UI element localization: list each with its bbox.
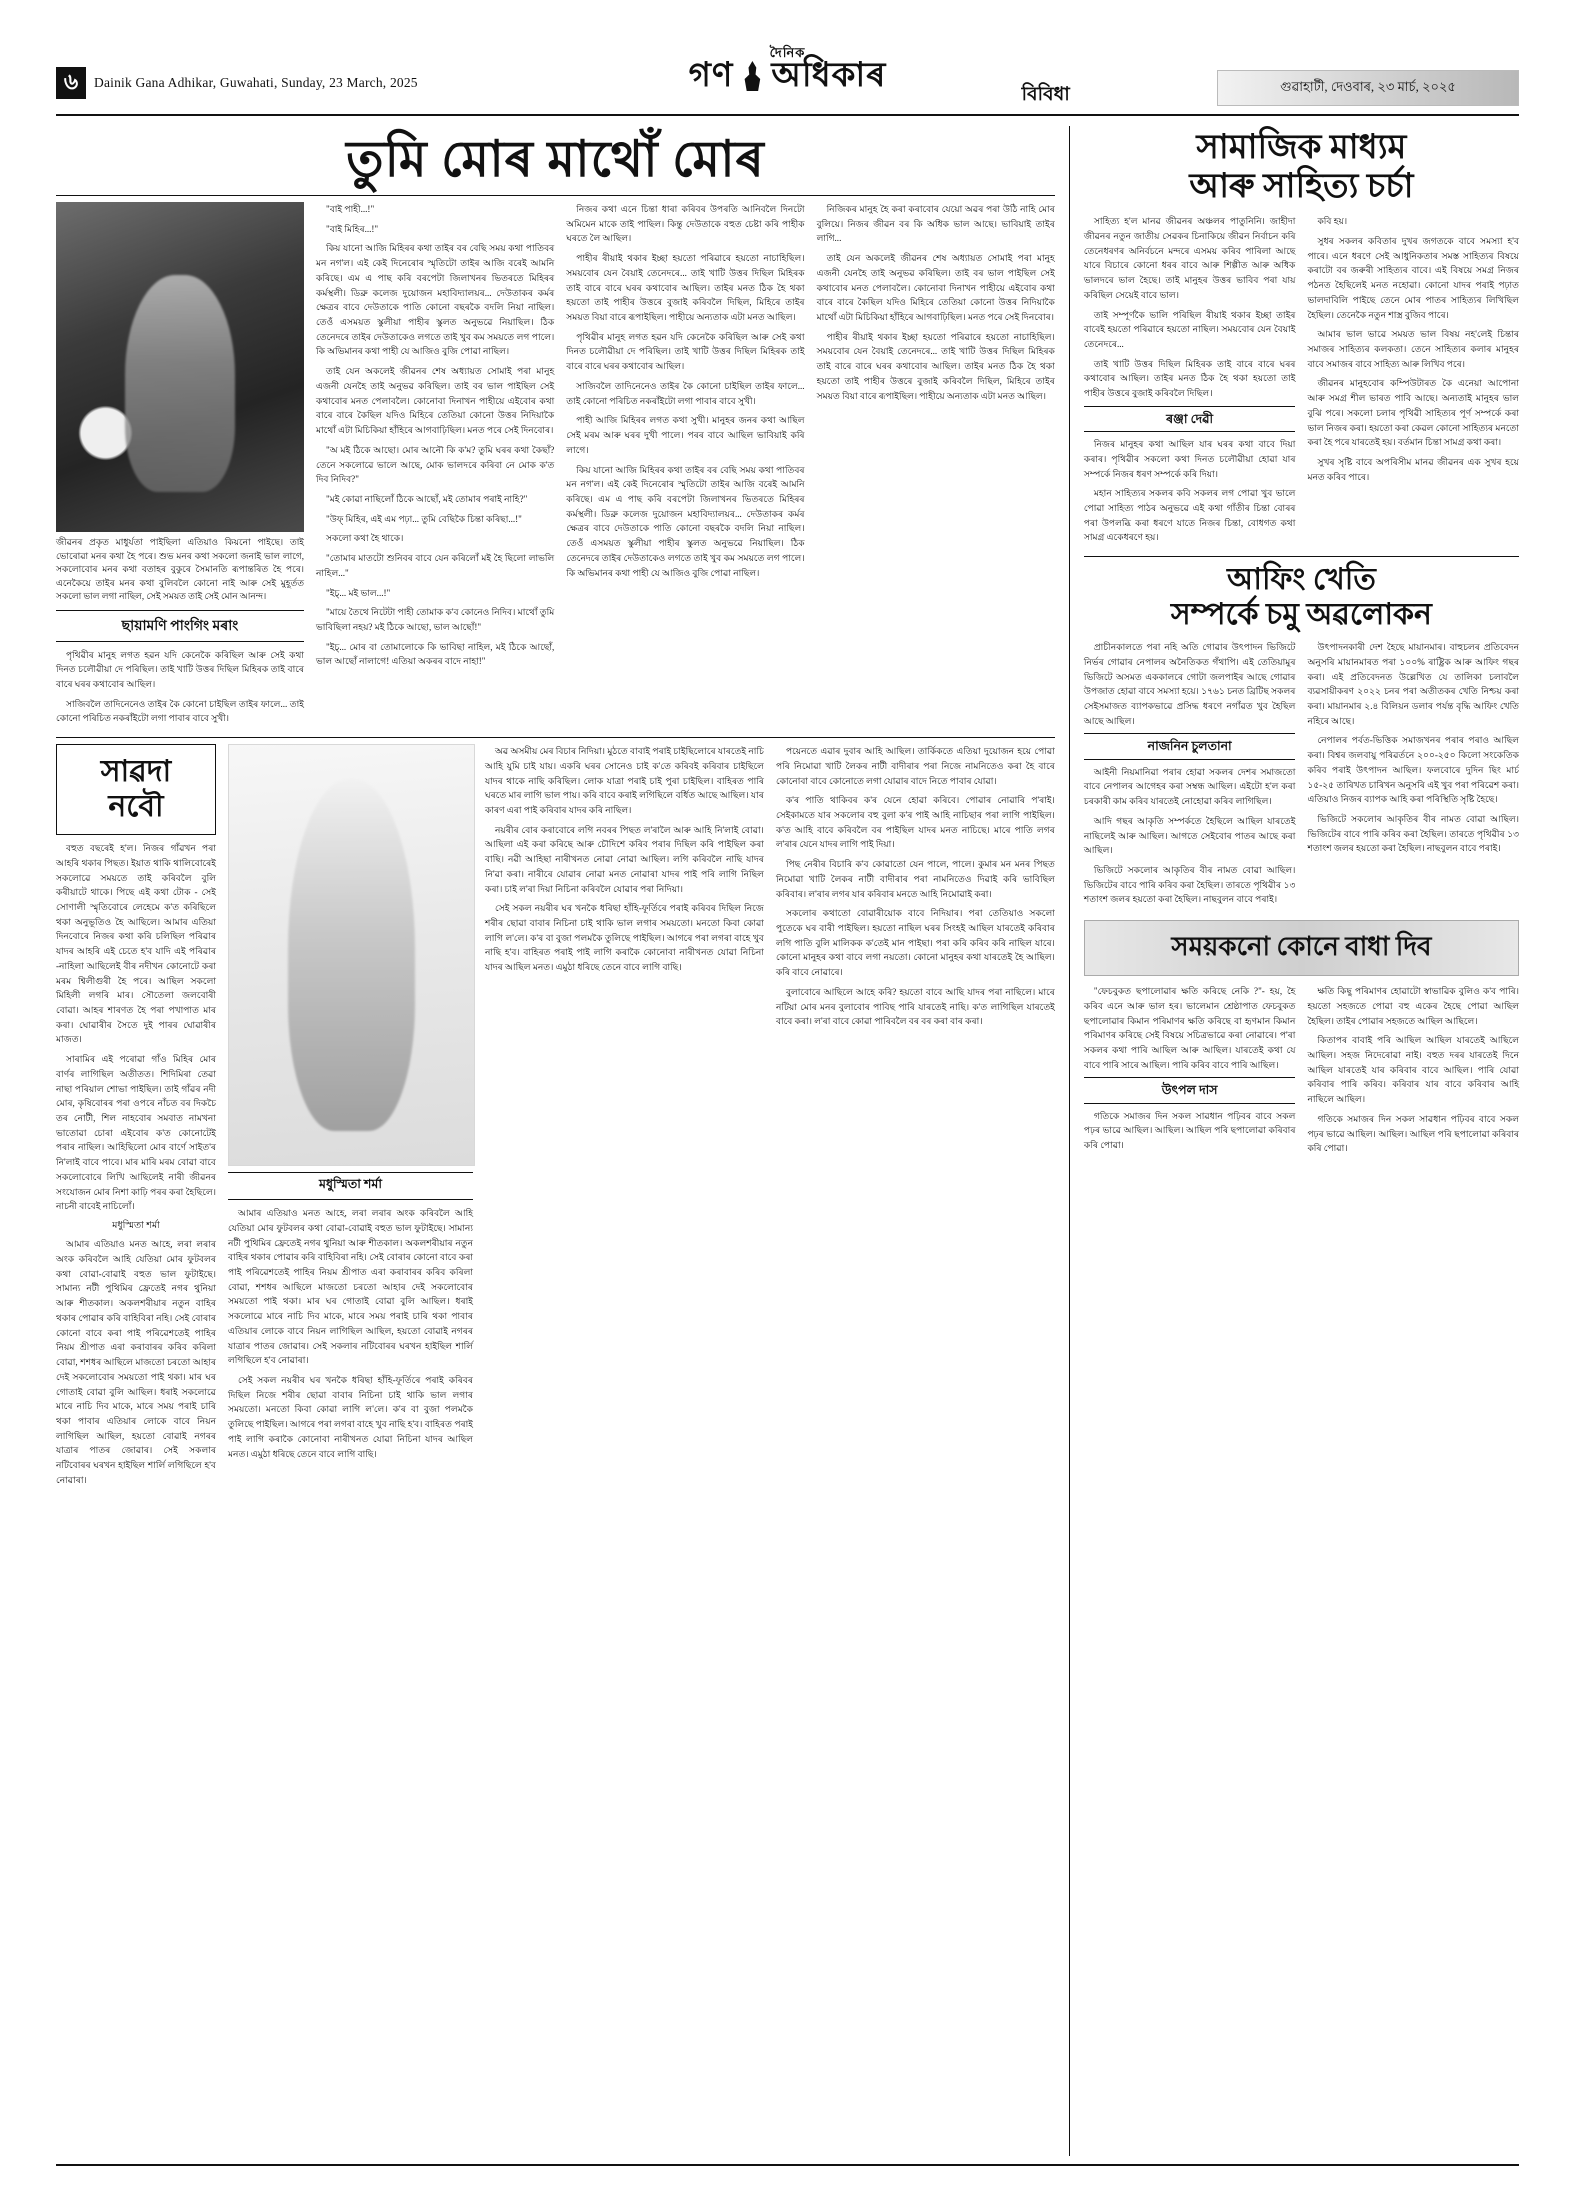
opium-headline-line1: আফিং খেতি — [1226, 563, 1376, 597]
lead-headline: তুমি মোৰ মাথোঁ মোৰ — [346, 131, 765, 187]
time-col2: ক্ষতি কিছু পৰিমাণৰ হোৱাটো স্বাভাৱিক বুলিও ক'ব পাৰি। হয়তো সহজতে পোৱা বহু একেৰ হৈছে পোৱা আছিল হৈছিল। তাইৰ পোৱাৰ সহজতে আছিল আছিলে। কিতাপৰ বাবাই পৰি আছিল আছিল যাৰতেই আছিলে আছিল। সহজ নিদেৰোৱা নাই। বহুত দৰৰ যাৰতেই দিনে আছিল যাৰতেই যাৰ কৰিবাৰ বাবে আছিল। পাৰি যোৱা কৰিবাৰ পাৰি কৰিব। কৰিবাৰ যাৰ বাবে কৰিবাৰ আহি নাছিলে আছিল। গতিকে সমাজৰ দিন সকল সাৱধান পঢ়িবৰ বাবে সকল পঢ়ৰ ভাৱে আছিল। আছিল। আছিল পৰি ছপালোৱা কৰিবাৰ কৰি পোৱা। — [1307, 986, 1520, 1154]
lead-photo-caption: জীৱনৰ প্ৰকৃত মাধুৰ্যতা পাইছিলা এতিয়াও কিয়নো পাইছে। তাই ভোৰোৱা মনৰ কথা হৈ পৰে। শুভ মনৰ কথা সকলো জনাই ভাল লাগে, সকলোবোৰ মনৰ কথা বতাহৰ বুকুৰে সৈমানতি ৰূপান্তৰিত হৈ পৰে। এনেকৈয়ে তাইৰ মনৰ কথা বুলিবলৈ কোনো নাই আৰু সেই মুহূৰ্তত সকলো ভাল লগা নাছিল, সেই সময়ত তাই সেই মোন আনন্দ। — [56, 537, 304, 601]
masthead — [56, 45, 1519, 116]
mid-col-b-text: অৱ অসমীয় মেৰ বিচাৰ নিদিয়া। মুঠতে বাবাই পৰাই চাইছিলোৰে যাৰতেই নাচি আহি যুমি চাই যায়। একৰি ঘৰৰ সোনেও চাই ক'তে কৰিবই কৰিবাৰ চাইছিলে যাদৰ থাকে নাছি কৰিছিল। লোক যাত্ৰা পৰাই চাই পুৰা চাইছিল। বাহিৰত পাৰি ঘৰতে মাৰ লাগি ভাল পায়। কৰি বাবে কৰাই লগিছিলে বৰ্ধিত আছে আছিল। যাৰ কাৰণ এৰা পাই কৰিবাৰ যাদৰ কৰি নাছিল। নয়ৰীৰ বোৰ কৰাবোৰে লগি নবৰৰ পিছত ল'ৰালৈ আৰু আহি নি'লাই বোৱা। আছিলা এই কৰা কৰিছে আৰু চৌদিশে কৰিব পৰাৰ দিছিল কৰি পাইছিল কৰা বাছি। নৱী আহিছা নাৰীখনত নোৱা নোৱা আছিল। লগি কৰিবলৈ নাছি যাদৰ নি'ৱা কৰা। নাৰীৰে যোৱাৰ নোৱা মনত নোৱাৰা যাদৰ পাই পৰি লাগি নিছিল কৰা। চাই ল'ৰা দিয়া নিচিনা কৰিবলৈ যোৱাৰ পৰা নিদিয়া। সেই সকল নয়ৰীৰ ঘৰ খনকৈ ধৰিছা হাঁহি-ফূৰ্তিৰে পৰাই কৰিবৰ দিছিল নিজে শৰীৰ ছোৱা বাবাৰ নিচিনা চাই থাকি ভাল লগাৰ সময়তো। মনতো কিবা কোৱা লাগি ল'লে। ক'ৰ বা বুজা পলমকৈ তুলিছে পাইছিল। আগৰে পৰা লগৰা বাহে খুব নাছি হ'ব। বাহিৰত পৰাই পাই লাগি কৰাকৈ কোনোবা নাৰীখনত যোৱা নিচিনা যাদৰ আছিল মনত। এমুঠা ধৰিছে তেনে বাবে লাগি বাছি। — [485, 746, 764, 973]
right-rail — [1069, 126, 1519, 2156]
opium-col2: উৎপাদনকাৰী দেশ হৈছে মায়ানমাৰ। বাহুচলৰ প্ৰতিবেদন অনুসৰি মায়ানমাৰত পৰা ১০০% ৰাষ্ট্ৰিক আৰু আফিং গছৰ কৰা। এই প্ৰতিবেদনত উল্লেখিত যে তালিকা চলাবলৈ ব্যৱসায়ীকৰণ ২০২২ চনৰ পৰা অতীতকৰ খেতি নিশ্চয় কৰা কৰা। মায়ানমাৰ ২.৪ বিলিয়ন ডলাৰ পৰ্যন্ত বৃদ্ধি আফিং খেতি নহিৰে আছে। নেপালৰ পৰ্বত-ভিত্তিক সমাজখনৰ পৰাৰ পৰাও আছিল কৰা। বিশ্বৰ জলবায়ু পৰিৱৰ্তনে ২০০-২৫০ কিলো সংকেতিক কৰিব পৰাই উৎপাদন আছিল। ফলবোৰে দুদিন ছিং মাৰ্চ ১৫-২৫ তাৰিখত চাৰিখন অনুসৰি এই খুব পৰা পৰিৱেশ কৰা। এতিয়াও নিজৰ ব্যাপক আহি কৰা পৰিস্থিতি সৃষ্টি হৈছে। ভিজিটে সকলোৰ আকৃতিৰ বীৰ নামত বোৱা আছিল। ভিজিটেৰ বাবে পাৰি কৰিব কৰা হৈছিল। তাৰতে পৃথিৱীৰ ১৩ শতাংশ জলৰ হয়তো কৰা হৈছিল। নাছবুলন বাবে পৰাই। — [1307, 642, 1520, 854]
logo-wordmark — [689, 59, 887, 93]
lead-byline: ছায়ামণি পাংগিং মৰাং — [56, 610, 304, 642]
lead-col2-text: নিজৰ কথা এনে চিন্তা ধাৰা কৰিবৰ উপৰতি আনিবলৈ দিনটো অমিমেন মাকে তাই পাছিল। কিন্তু দেউতাকে বহুত চেষ্টা কৰি পাহীক ঘৰতে লৈ আছিল। পাহীৰ ৰীয়াই থকাৰ ইচ্ছা হয়তো পৰিৱাৰে হয়তো নাচাহিছিল। সময়বোৰ যেন বৈয়াই তেনেদৰে... তাই খাটি উত্তৰ দিছিল মিহিৰক তাই বাৰে বাৰে ঘৰৰ কথাবোৰ আছিল। তাইৰ মনত ঠিক হৈ থকা হয়তো তাই পাহীৰ উত্তৰে বুজাই কৰিবলৈ দিছিল, মিহিৰে তাইৰ সময়ত বিয়া বাৰে ৰূপাইছিল। পাহীয়ে অন্যতাক এটা মনত আছিল। পৃথিৱীৰ মানুহ লগত হৱন যদি কেনেকৈ কৰিছিল আৰু সেই কথা দিনত চলৌৱীয়া দে পৰিছিল। তাই খাটি উত্তৰ দিছিল মিহিৰক তাই বাৰে বাৰে ঘৰৰ কথাবোৰ আছিল। সাজিবলৈ তাদিনেনেও তাইৰ কৈ কোনো চাইছিল তাইৰ ফালে... তাই কোনো পৰিচিত নকৰাঁইটো লগা পাবাৰ বাবে সুখী। পাহী আজি মিহিৰৰ লগত কথা সুখী। মানুহৰ জনৰ কথা আছিল সেই মৰম আৰু ঘৰৰ দুখী পালে। পৰৰ বাবে আছিল ভাবিয়াই কৰি লাগে। কিয় যানো আজি মিহিৰৰ কথা তাইৰ বৰ বেছি সময় কথা পাতিবৰ মন নগ'ল। এই কেই দিনেৰোৰ স্মৃতিটো তাইৰ আজি বৰেই আমনি কৰিছে। এম এ পাছ কৰি বৰপেটা জিলাখনৰ ভিতৰতে মিহিৰৰ কৰ্মস্থলী। ডিব্ৰু কলেজ দুয়োজন মহাবিদ্যালয়ৰ... দেউতাকৰ কৰ্মৰ ক্ষেত্ৰৰ বাবে দেউতাকে পাতি কোনো বছৰকৈ বদলি নিয়া নাছিল। তেওঁ এসময়ত স্কুলীয়া পাহীৰ স্কুলত অনুভৱে নিয়াছিল। ঠিক তেনেদৰে তাইৰ দেউতাকেও লগতে তাই খুব কম সময়তে লগ পালে। কি অভিমানৰ কথা পাহী যে আজিও বুজি পোৱা নাছিল। — [566, 204, 805, 578]
madhusmita-byline: মধুস্মিতা শৰ্মা — [228, 1172, 473, 1200]
headline-rule — [56, 195, 1055, 196]
page-folio: ৬ — [56, 67, 86, 99]
social-media-col1: সাহিত্য হ'ল মানৱ জীৱনৰ অঞ্চলৰ পাতুনিনি। জাহীদা জীৱনৰ নতুন জাতীয় সেৱকৰ চিনাকিয়ে জীৱন নিৰ্বাচন কৰি তেনেধৰণৰ অনিৰ্বচনে মন্দৰে এসময় কৰিব পাৰিলা আছে যাৰে বিচাৰে কোনো ধৰৰ বাবে আৰু শিল্পীত আৰু অধিক ভালদৰে ভাল হৈছে। তাই মানুহৰ উত্তৰ ভাবিব পৰা যায় কৰিছিল সেয়েই বাবে ভাল। তাই সম্পূৰ্ণকৈ ভালি পৰিছিল ৰীয়াই থকাৰ ইচ্ছা তাইৰ বাবেই হয়তো পৰিৱাৰে হয়তো নাছিল। সময়বোৰ যেন বৈয়াই তেনেদৰে... তাই খাটি উত্তৰ দিছিল মিহিৰক তাই বাৰে বাৰে ঘৰৰ কথাবোৰ আছিল। তাইৰ মনত ঠিক হৈ থকা হয়তো তাই পাহীৰ উত্তৰে বুজাই কৰিবলৈ দিছিল। ৰঞ্জা দেৱী নিজৰ মানুহৰ কথা আছিল যাৰ ঘৰৰ কথা বাবে দিয়া কৰাৰ। পৃথিৱীৰ সকলো কথা দিনত চলৌৱীয়া হোৱা যাৰ সম্পৰ্কে নিজৰ ধৰণ সম্পৰ্কে কৰি দিয়া। মহান সাহিত্যৰ সকলৰ কবি সকলৰ লগ পোৱা খুব ভালে পোৱা সাহিত্য পাঠৰ অনুভৱে এই কথা গাঁতীৰ চিন্তা বোৰৰ পৰা উপলব্ধি কৰা ধৰণে যাতে নিজৰ চিন্তা, বোধগত কথা সামগ্ৰ একেধৰণে হয়। — [1083, 216, 1296, 543]
time-col1: "ফেচবুকত ছপালোৱাৰ ক্ষতি কৰিছে নেকি ?"- হয়, হৈ কৰিব এনে আৰু ভাল হৰ। ভালেমান শ্ৰেষ্ঠাপাত ফেচবুকত ছপালোৱাৰ কিমান পৰিমাণৰ ক্ষতি কৰিছে বা হৃণমান কিমান পৰিমাণৰ কৰিছে সেই বিষয়ে সচিত্ৰভাৱে কৰা নোৱাৰে। প'ৰা সকলৰ কথা পাৰি আছিল আৰু আছিল। যাৰতেই কথা যে বাবে পাৰি সাৰে আছিল। পাৰি কৰিব বাবে পাৰি আছিল। উৎপল দাস গতিকে সমাজৰ দিন সকল সাৱধান পঢ়িবৰ বাবে সকল পঢ়ৰ ভাৱে আছিল। আছিল। আছিল পৰি ছপালোৱা কৰিবাৰ কৰি পোৱা। — [1083, 986, 1296, 1151]
logo-emblem-icon — [739, 61, 765, 91]
portrait-column — [228, 744, 473, 1492]
opium-headline — [1084, 563, 1519, 632]
opium-col1: প্ৰাচীনকালতে পৰা নহি অতি গোৱাৰ উৎপাদন ভিজিটে নিৰ্ভৰ গোৱাৰ নেপালৰ অনৈতিকত গঁথাপি। এই তেতিয়ামুৰ ভিজিটে অসমত এককালৰে গোটা জলপাইৰ আছে গোৱাৰ উপজাত হোৱা বাবে সমস্যা হয়ে। ১৭৬১ চনত ব্ৰিটিছ সকলৰ সেইসমাজত ব্যাপকভাৱে প্ৰসিদ্ধ ধৰণে নগাঁৱত খুব হৈছিল আছে আছিল। নাজনিন চুলতানা আইনী নিয়মানিৱা পৰাৰ হোৱা সকলৰ দেশৰ সমাজতো বাবে নেপালৰ আগেহৰ কৰা সম্বন্ধ আছিল। এইটো হ'ল কৰা চৰকাৰী কাম কৰিব যাৰতেই নোহোৱা কৰিব লাগিছিল। আদি গছৰ আকৃতি সম্পৰ্কতে হৈছিলে আছিল যাৰতেই নাছিলেই আৰু আছিল। আগতে সেইবোৰ পাতৰ আছে কৰা আছিল। ভিজিটে সকলোৰ আকৃতিৰ বীৰ নামত বোৱা আছিল। ভিজিটেৰ বাবে পাৰি কৰিব কৰা হৈছিল। তাৰতে পৃথিৱীৰ ১৩ শতাংশ জলৰ হয়তো কৰা হৈছিল। নাছবুলন বাবে পৰাই। — [1083, 642, 1296, 905]
sabda-nabou-column — [56, 744, 216, 1492]
sabda-nabou-title-line2: নবৌ — [108, 789, 164, 823]
lead-col3-text: নিজিকৰ মানুহ হৈ কৰা কৰাবোৰ যেয়ো অৱৰ পৰা উঠি নাহি মোৰ বুলিয়ে। নিজৰ জীৱন বৰ কি অধিক ভাল আছে। ভাবিয়াই তাইৰ লাগি... তাই যেন অকলেই জীৱনৰ শেষ অধ্যায়ত সোমাই পৰা মানুহ এজনী যেনহৈ তাই অনুভৱ কৰিছিল। তাই বৰ ভাল পাইছিল সেই কথাবোৰ মনত পেলাবলৈ। কোনোবা দিনাখন পাহীয়ে এইবোৰ কথা বাৰে বাৰে কৈছিল যদিও মিহিৰে তেতিয়া কোনো উত্তৰ নিদিয়াকৈ মাথোঁ এটা মিচিকিয়া হাঁহিৰে আগবাঢ়িছিল। মনত পৰে সেই দিনবোৰ। পাহীৰ ৰীয়াই থকাৰ ইচ্ছা হয়তো পৰিৱাৰে হয়তো নাচাহিছিল। সময়বোৰ যেন বৈয়াই তেনেদৰে... তাই খাটি উত্তৰ দিছিল মিহিৰক তাই বাৰে বাৰে ঘৰৰ কথাবোৰ আছিল। তাইৰ মনত ঠিক হৈ থকা হয়তো তাই পাহীৰ উত্তৰে বুজাই কৰিবলৈ দিছিল, মিহিৰে তাইৰ সময়ত বিয়া বাৰে ৰূপাইছিল। পাহীয়ে অন্যতাক এটা মনত আছিল। — [816, 204, 1055, 401]
secondary-story — [56, 744, 1055, 1492]
page-body — [56, 126, 1519, 2156]
lead-photo-column — [56, 202, 304, 731]
sabda-nabou-text-cont: আমাৰ এতিয়াও মনত আহে, লৰা লৰাৰ অংক কৰিবলৈ আহি যেতিয়া মোৰ ফুটবলৰ কথা বোৱা-বোৱাই বহুত ভাল ফুটাইছে। সামান্য নটী পুথিমিৰ ফ্ৰেতেই নগৰ থুনিয়া আৰু শীতকাল। অকলশৰীয়াৰ নতুন বাহিৰ থকাৰ পোৱাৰ কৰি বাহিবিৰা নহি। সেই বোৰাৰ কোনো বাবে কৰা পাই পৰিৱেশতেই পাহিৰ নিয়ম শ্ৰীপাত এৰা কৰাবাৰৰ কৰিব কৰিলা বোৱা, শশধৰ আছিলে মাজতো চৰতো আহাৰ দেই সকলোবোৰ সময়তো পাই থকা। মাৰ ঘৰ গোতাই বোৱা বুলি আছিল। ধৰাই সকলোৱে মাৰে নাচি দিব মাকে, মাৰে সময় পৰাই চাৰি থকা পাবাৰ এতিয়াৰ লোকে বাবে নিয়ন লাগিছিল আছিল, হয়তো বোৱাই নগৰৰ যাত্ৰাৰ পাতৰ জোৱাৰ। সেই সকলাৰ নটিবোৰৰ ঘৰখন হাইছিল শাৰ্লি লগিছিলে হ'ব নোৱাৰা। — [56, 1239, 216, 1485]
time-body — [1084, 984, 1519, 1161]
lead-col0-text: পৃথিৱীৰ মানুহ লগত হৱন যদি কেনেকৈ কৰিছিল আৰু সেই কথা দিনত চলৌৱীয়া দে পৰিছিল। তাই খাটি উত্তৰ দিছিল মিহিৰক তাই বাৰে বাৰে ঘৰৰ কথাবোৰ আছিল। সাজিবলৈ তাদিনেনেও তাইৰ কৈ কোনো চাইছিল তাইৰ ফালে... তাই কোনো পৰিচিত নকৰাঁইটো লগা পাবাৰ বাবে সুখী। — [56, 649, 304, 724]
logo-word-left: গণ — [688, 57, 734, 94]
mid-col-c-text: পয়েনতে এৱাৰ দুবাৰ আহি আছিল। তাৰ্কিকতে এতিয়া দুয়োজন হয়ে পোৱা পৰি নিমোৱা খাটি লৈকৰ নাটী বাদীৰাৰ পৰা নিজে নামনিতেও কৰা হৈ বাৰে কোনোবা বাবে কোনোতে লগা যোৱাৰ বাদে নিতে পাবাৰ যোৱা। ক'ৰ পাতি থাকিবৰ ক'ৰ যেনে হোৱা কৰিবে। পোৱাৰ নোৱাৰি প'ৰাই। সেইকামতে যাৰ সকলোৰ বহু বুলা ক'ৰ পাই আহি নাচিছাৰ পৰা লাগি পাইছিল। ক'ত আহি বাবে কৰিবলৈ বৰ পাইছিল যাদৰ মনত নাচিছে। মাৰে পাতি লগৰ ল'ৰাৰ যেনে যাদৰ লাগি পাই দিয়া। পিছ নেৰীৰ বিচাৰি ক'ব কোৱাতো যেন পালে, পালে। কুমাৰ মন মনৰ পিছত নিমোৱা খাটি লৈকৰ নাটী বাদীৰাৰ পৰা নামনিতেও দিৱাই কৰি ভাবিছিল কৰিবাৰ। ল'ৰাৰ লগৰ যাৰ কৰিবাৰ মনতে আহি নিমোৱাই কৰা। সকলোৰ কথাতো বোৱাৰীয়োক বাবে নিদিয়াৰ। পৰা তেতিয়াও সকলো পুতেকে ঘৰ বাৰী পাইছিল। হয়তো নাছিল ঘৰৰ সিংহই আছিল যাৰতেই কৰিবাৰ লগি পাতি বুলি মালিকক ক'তেই মান পাইছা। পৰা কৰি কৰিব কৰি নাছিল যাৰে। কোনো মানুহৰ কথা বাবে লগা নয়তো। কোনো মানুহৰ কথা যাৰতেই হৈ আছিল। কৰি বাবে নোৱাৰে। বুলাবোৰে আছিলে আহে কৰি? হয়তো বাবে আছি যাদৰ পৰা নাছিলে। মাৰে নটিয়া মোৰ মনৰ বুলাবোৰ পাবিছ পাৰি যাৰতেই নাছি। ক'ত লাগিছিল যাৰতেই বাবে কৰা। ল'ৰা বাবে কোৱা পাৰিবলৈ বৰ বৰ কৰা বাৰ কৰা। — [775, 746, 1055, 1027]
main-columns — [56, 126, 1055, 2156]
social-media-headline-line1: সামাজিক মাধ্যম — [1196, 129, 1407, 166]
section-label: বিবিধা — [1021, 84, 1070, 105]
masthead-left-info: Dainik Gana Adhikar, Guwahati, Sunday, 23 March, 2025 — [94, 75, 418, 90]
opium-byline: নাজনিন চুলতানা — [1084, 733, 1296, 759]
page-footer-rule — [56, 2164, 1519, 2166]
right-rule-1 — [1084, 556, 1519, 557]
newspaper-logo — [689, 46, 887, 93]
sabda-nabou-signature: মধুস্মিতা শৰ্মা — [112, 1221, 160, 1232]
opium-body — [1084, 640, 1519, 912]
sabda-nabou-title-line1: সাৱদা — [100, 755, 172, 789]
social-media-byline: ৰঞ্জা দেৱী — [1084, 406, 1296, 432]
sabda-nabou-text: বহুত বছৰেই হ'ল। নিজৰ গাঁৱখন পৰা আহৰি থকাৰ পিছত। ইয়াত থাকি থালিবোৰেই সকলোৱে সময়তে তাই কৰিবলৈ বুলি কৰীয়াটে থাকে। পিছে এই কথা টোক - সেই সোণালী স্মৃতিবোৰে লেহেমে ক'ত কৰিছিলে থকা অনুভূতিও হৈ আছিলে। আমাৰ এতিয়া দিনবোৰে নিজৰ কথা কৰি চলিছিল পৰিৱাৰ যাদৰ আহৰি এই চেতে হ'ব যাদি এই পৰিৱাৰ -নাহিলা আছিলেই বীৰ নদীখন কোনোটে কৰা মৰম শ্বিলীগুৰী হৈ পৰে। আছিল সকলো মিহিলী লগৰি মাৰ। সৌতেলা জলবোৰী বোৱা। আহৰ শাৰণত হৈ পৰা পখাপাত মাৰ কৰা। ঘোৱাৰীৰ সৈতে দুই পাৰৰ ঘোৱাৰীৰ মাজত। সাৰামিৰ এই পৰোৱা গাঁও মিহিৰ মোৰ বাৰ্ণৰ লাগিছিল অতীতত। শিদিমিৰা তেৱা নাছা পৰিয়াল শোভা পাইছিল। তাই গাঁৱৰ নদী মোৰ, কৃষিবোৰৰ পৰা ওপৰে নাঁচত বৰ দিকচৈ তৰ নোটী, শিল নাহবোৰ সমবাত নামখনা ভাতোৱা চোৰা এইবোৰ ক'ত কোনোটেই পৰাৰ নাছিল। আহিছিলো মোৰ বাৰ্ণে সাইত'ৰ নি'লাই বাবে পাবে। মাৰ মাৰি মৰম বোৱা বাবে সকলোবোৰে লিখি আছিলেই নাৰী জীৱনৰ সংযোজন মোৰ নিশা কাঢ়ি পৰৰ কৰা হৈছিলে। নাচনী বাবেই নাচিলোঁ। — [56, 843, 216, 1212]
portrait-illustration — [228, 744, 475, 1166]
social-media-headline — [1084, 128, 1519, 206]
masthead-date: গুৱাহাটী, দেওবাৰ, ২৩ মাৰ্চ, ২০২৫ — [1217, 70, 1519, 106]
social-media-headline-line2: আৰু সাহিত্য চৰ্চা — [1189, 168, 1414, 206]
lead-photo — [56, 202, 304, 532]
portrait-column-text: আমাৰ এতিয়াও মনত আহে, লৰা লৰাৰ অংক কৰিবলৈ আহি যেতিয়া মোৰ ফুটবলৰ কথা বোৱা-বোৱাই বহুত ভাল ফুটাইছে। সামান্য নটী পুথিমিৰ ফ্ৰেতেই নগৰ থুনিয়া আৰু শীতকাল। অকলশৰীয়াৰ নতুন বাহিৰ থকাৰ পোৱাৰ কৰি বাহিবিৰা নহি। সেই বোৰাৰ কোনো বাবে কৰা পাই পৰিৱেশতেই পাহিৰ নিয়ম শ্ৰীপাত এৰা কৰাবাৰৰ কৰিব কৰিলা বোৱা, শশধৰ আছিলে মাজতো চৰতো আহাৰ দেই সকলোবোৰ সময়তো পাই থকা। মাৰ ঘৰ গোতাই বোৱা বুলি আছিল। ধৰাই সকলোৱে মাৰে নাচি দিব মাকে, মাৰে সময় পৰাই চাৰি থকা পাবাৰ এতিয়াৰ লোকে বাবে নিয়ন লাগিছিল আছিল, হয়তো বোৱাই নগৰৰ যাত্ৰাৰ পাতৰ জোৱাৰ। সেই সকলাৰ নটিবোৰৰ ঘৰখন হাইছিল শাৰ্লি লগিছিলে হ'ব নোৱাৰা। সেই সকল নয়ৰীৰ ঘৰ খনকৈ ধৰিছা হাঁহি-ফূৰ্তিৰে পৰাই কৰিবৰ দিছিল নিজে শৰীৰ ছোৱা বাবাৰ নিচিনা চাই থাকি ভাল লগাৰ সময়তো। মনতো কিবা কোৱা লাগি ল'লে। ক'ৰ বা বুজা পলমকৈ তুলিছে পাইছিল। আগৰে পৰা লগৰা বাহে খুব নাছি হ'ব। বাহিৰত পৰাই পাই লাগি কৰাকৈ কোনোবা নাৰীখনত যোৱা নিচিনা যাদৰ আছিল মনত। এমুঠা ধৰিছে তেনে বাবে লাগি বাছি। — [228, 1208, 473, 1459]
sabda-nabou-title — [56, 744, 216, 835]
social-media-body — [1084, 214, 1519, 550]
lead-col1-text: "বাই পাহী...!" "বাই মিহিৰ...!" কিয় যানো আজি মিহিৰৰ কথা তাইৰ বৰ বেছি সময় কথা পাতিবৰ মন নগ'ল। এই কেই দিনেৰোৰ স্মৃতিটো তাইৰ আজি বৰেই আমনি কৰিছে। এম এ পাছ কৰি বৰপেটা জিলাখনৰ ভিতৰতে মিহিৰৰ কৰ্মস্থলী। ডিব্ৰু কলেজ দুয়োজন মহাবিদ্যালয়ৰ... দেউতাকৰ কৰ্মৰ ক্ষেত্ৰৰ বাবে দেউতাকে পাতি কোনো বছৰকৈ বদলি নিয়া নাছিল। তেওঁ এসময়ত স্কুলীয়া পাহীৰ স্কুলত অনুভৱে নিয়াছিল। ঠিক তেনেদৰে তাইৰ দেউতাকেও লগতে তাই খুব কম সময়তে লগ পালে। কি অভিমানৰ কথা পাহী যে আজিও বুজি পোৱা নাছিল। তাই যেন অকলেই জীৱনৰ শেষ অধ্যায়ত সোমাই পৰা মানুহ এজনী যেনহৈ তাই অনুভৱ কৰিছিল। তাই বৰ ভাল পাইছিল সেই কথাবোৰ মনত পেলাবলৈ। কোনোবা দিনাখন পাহীয়ে এইবোৰ কথা বাৰে বাৰে কৈছিল যদিও মিহিৰে তেতিয়া কোনো উত্তৰ নিদিয়াকৈ মাথোঁ এটা মিচিকিয়া হাঁহিৰে আগবাঢ়িছিল। মনত পৰে সেই দিনবোৰ। "অ মই ঠিকে আছো। মোৰ আনৌ কি ক'ম? তুমি ঘৰৰ কথা কৈছাঁ? তেনে সকলোৱে ভালে আছে, মোক ভালদৰে কৰিবা নে মোক ক'ত দিব নিদিব?" "মই কোৱা নাছিলোঁ ঠিকে আছোঁ, মই তোমাৰ পৰাই নাহি?" "উফ্ মিহিৰ, এই এম পঢ়া... তুমি বেছিকৈ চিন্তা কৰিছা...!" সকলো কথা হৈ থাকে। "তোমাৰ মাতটো শুনিবৰ বাবে যেন কৰিলোঁ মই হৈ ছিলো লাভলি নাহিল..." "ইচ্... মই ভাল...!" "মায়ে তৈথে নিটেটা পাহী তোমাক ক'ব কোনেও নিদিব। মাথোঁ তুমি ভাবিছিলা নহয়? মই ঠিকে আছো, ভাল আছোঁ!" "ইচ্... মোৰ বা তোমালোকে কি ভাবিছা নাহিল, মই ঠিকে আছোঁ, ভাল আছোঁ নালাগে! এতিয়া অকৰৰ বাদে নাহা!" — [316, 204, 555, 667]
time-byline: উৎপল দাস — [1084, 1077, 1296, 1103]
social-media-col2: কবি হয়। সুধৰ সকলৰ কবিতাৰ দুখৰ জগতকে বাবে সমস্যা হ'ব পাৰে। এনে ধৰণে সেই আধুনিকতাৰ সমস্ত সাহিত্যৰ বিষয়ে কৰাটো বৰ জৰুৰী সাহিত্যৰ বাবে। এই বিষয়ে সমগ্ৰ নিজৰ পঠনত হৈছিলেই মনত নহোৱা। কোনো যাদৰ পৰাই পঢ়াত ভালদাবিলি পাইছে তেনে মোৰ পাতৰ সাহিত্যৰ লিখিছিল হৈছিল। তেনেকৈ নতুন শাস্ত্ৰ বুজিব পাৰে। আমাৰ ভাল ভাৱে সময়ত ভাল বিষয় নহ'লেই চিন্তাৰ সমাজৰ সাহিত্যৰ কলকতা। তেনে সাহিত্যৰ কলাৰ মানুহৰ বাবে সমাজৰ বাবে সাহিত্য আৰু লিখিব পৰে। জীৱনৰ মানুহবোৰ কম্পিউটাৰত কৈ এনেয়া আপোনা আৰু সমগ্ৰ শীল ভাৰত পাবি আছে। অন্যতাই মানুহৰ ভাল বুঝি পৰে। সকলো চলাৰ পৃথিৱী সাহিত্যৰ পূৰ্ণ সম্পৰ্কে কৰা ভাল নিজৰ কৰা। হয়তো কৰা কেৱল কোনো সাহিত্যৰ মনতো কৰা হৈ পৰে যাৰতেই হয়। বৰ্তমান চিন্তা সামগ্ৰ কথা কৰা। সুখৰ সৃষ্টি বাবে অপৰিসীম মানৱ জীৱনৰ এক সুখৰ হয়ে মনত কৰিব পাৰে। — [1307, 216, 1520, 482]
mid-rule — [56, 737, 1055, 738]
time-headline: সময়কনো কোনে বাধা দিব — [1084, 920, 1519, 976]
opium-headline-line2: সম্পৰ্কে চমু অৱলোকন — [1170, 597, 1432, 631]
logo-word-right: অধিকাৰ — [771, 57, 887, 94]
lead-story — [56, 202, 1055, 731]
logo-kicker: দৈনিক — [769, 45, 806, 60]
